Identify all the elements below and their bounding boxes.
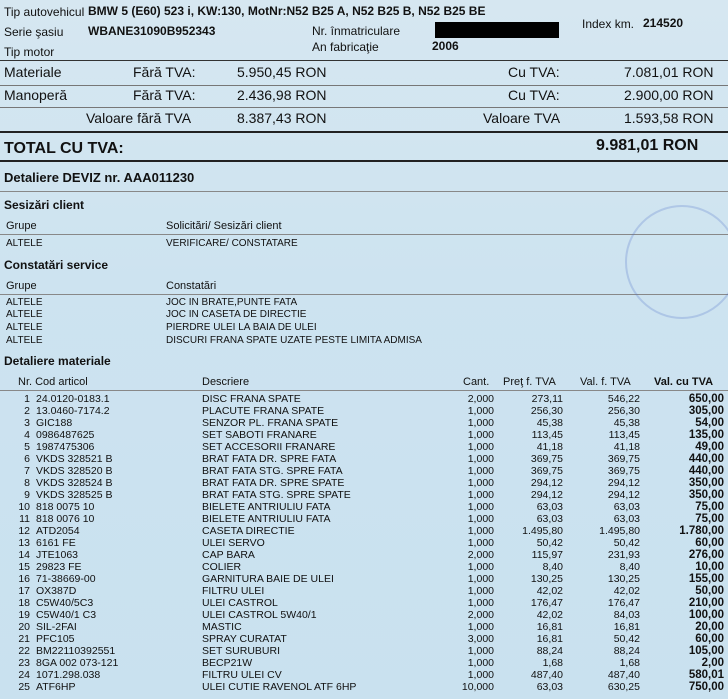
table-row [0,681,728,693]
table-row [0,525,728,537]
divider [0,60,728,61]
redacted-plate [435,22,559,38]
constatari-header [0,280,728,294]
cell-desc: SPRAY CURATAT [202,633,287,645]
cell-nr: 22 [18,645,30,657]
cell-nr: 9 [24,489,30,501]
materiale-row [0,64,728,84]
stamp-mark [625,205,728,319]
cell-val: 256,30 [607,405,640,417]
cell-nr: 23 [18,657,30,669]
cell-nr: 17 [18,585,30,597]
table-row [0,405,728,417]
cell-cant: 1,000 [467,477,494,489]
cell-pret: 113,45 [531,429,563,441]
serie-sasiu-value: WBANE31090B952343 [88,24,216,38]
cell-val: 231,93 [607,549,640,561]
sesizari-header [0,220,728,234]
cell-cant: 1,000 [467,465,494,477]
cell-pret: 130,25 [530,573,563,585]
cell-cod: 8GA 002 073-121 [36,657,119,669]
cell-desc: BRAT FATA DR. SPRE FATA [202,453,337,465]
cell-valtva: 155,00 [688,573,724,585]
cell-pret: 8,40 [542,561,563,573]
cell-cant: 1,000 [467,621,494,633]
divider [0,85,728,86]
cell-cod: VKDS 328524 B [36,477,113,489]
cell-cant: 1,000 [467,645,494,657]
fara-tva-label: Fără TVA: [133,87,196,103]
cell-pret: 1,68 [542,657,563,669]
cell-cant: 3,000 [467,633,494,645]
cell-pret: 16,81 [536,633,563,645]
cu-tva-label: Cu TVA: [508,87,560,103]
sesizari-title: Sesizări client [4,198,85,212]
cell-desc: ULEI CASTROL 5W40/1 [202,609,317,621]
cell-cod: ATD2054 [36,525,80,537]
cell-desc: BIELETE ANTRIULIU FATA [202,501,331,513]
valoare-row [0,110,728,130]
cell-val: 546,22 [607,393,640,405]
constatari-text: JOC IN BRATE,PUNTE FATA [166,297,298,308]
constatari-row [0,297,728,309]
cell-cod: VKDS 328525 B [36,489,113,501]
cell-val: 16,81 [613,621,640,633]
cell-pret: 42,02 [536,609,563,621]
cell-desc: FILTRU ULEI [202,585,265,597]
cell-cant: 1,000 [467,501,494,513]
cell-desc: BRAT FATA STG. SPRE FATA [202,465,343,477]
cell-cant: 1,000 [467,561,494,573]
cell-valtva: 60,00 [695,633,724,645]
cell-valtva: 135,00 [688,429,724,441]
cell-val: 45,38 [613,417,640,429]
cell-nr: 1 [24,393,30,405]
cell-cod: 71-38669-00 [36,573,96,585]
cell-desc: BRAT FATA DR. SPRE SPATE [202,477,345,489]
cell-nr: 25 [18,681,30,693]
cell-valtva: 100,00 [688,609,724,621]
cell-val: 63,03 [613,501,640,513]
cell-pret: 176,47 [530,597,563,609]
cell-pret: 369,75 [530,453,563,465]
cell-nr: 14 [18,549,30,561]
cell-valtva: 2,00 [701,657,724,669]
manopera-label: Manoperă [4,87,68,103]
cell-cod: 818 0075 10 [36,501,95,513]
materiale-label: Materiale [4,64,62,80]
table-row [0,645,728,657]
constatari-grupa: ALTELE [6,335,43,346]
cell-cant: 2,000 [467,609,494,621]
cell-valtva: 60,00 [695,537,724,549]
cell-pret: 63,03 [536,681,563,693]
cell-nr: 20 [18,621,30,633]
cell-cant: 1,000 [467,489,494,501]
cell-desc: FILTRU ULEI CV [202,669,282,681]
cell-valtva: 350,00 [688,489,724,501]
cu-tva-label: Cu TVA: [508,64,560,80]
cell-valtva: 650,00 [688,393,724,405]
table-row [0,621,728,633]
cell-desc: SENZOR PL. FRANA SPATE [202,417,339,429]
cell-pret: 273,11 [531,393,563,405]
fara-tva-label: Fără TVA: [133,64,196,80]
cell-cod: 818 0076 10 [36,513,95,525]
table-row [0,477,728,489]
cell-pret: 63,03 [536,501,563,513]
cell-cod: C5W40/1 C3 [36,609,97,621]
cell-val: 1.495,80 [599,525,640,537]
cell-cant: 1,000 [467,669,494,681]
divider [0,294,728,295]
constatari-grupa: ALTELE [6,309,43,320]
table-row [0,633,728,645]
cell-desc: BIELETE ANTRIULIU FATA [202,513,331,525]
cell-nr: 7 [24,465,30,477]
table-row [0,513,728,525]
vehicle-header [0,0,728,60]
cell-desc: GARNITURA BAIE DE ULEI [202,573,334,585]
valoare-tva-label: Valoare TVA [483,110,561,126]
cell-cant: 1,000 [467,429,494,441]
manopera-fara-tva: 2.436,98 RON [237,87,327,103]
cell-desc: ULEI CUTIE RAVENOL ATF 6HP [202,681,357,693]
cell-nr: 5 [24,441,30,453]
cell-pret: 88,24 [536,645,563,657]
constatari-grupa: ALTELE [6,322,43,333]
col-val-tva: Val. cu TVA [654,376,714,388]
cell-val: 42,02 [613,585,640,597]
table-row [0,561,728,573]
cell-desc: BRAT FATA STG. SPRE SPATE [202,489,351,501]
cell-nr: 19 [18,609,30,621]
constatari-row [0,335,728,347]
cell-desc: SET SURUBURI [202,645,280,657]
divider [0,160,728,162]
cell-val: 113,45 [608,429,640,441]
cell-desc: PLACUTE FRANA SPATE [202,405,325,417]
cell-valtva: 10,00 [695,561,724,573]
materiale-title: Detaliere materiale [4,354,111,368]
cell-cod: VKDS 328520 B [36,465,113,477]
cell-val: 369,75 [607,465,640,477]
table-row [0,669,728,681]
cell-val: 487,40 [607,669,640,681]
cell-valtva: 305,00 [688,405,724,417]
cell-val: 41,18 [613,441,640,453]
cell-pret: 63,03 [536,513,563,525]
table-row [0,537,728,549]
materiale-fara-tva: 5.950,45 RON [237,64,327,80]
cell-pret: 256,30 [530,405,563,417]
table-row [0,489,728,501]
cell-nr: 11 [19,513,30,525]
cell-valtva: 105,00 [688,645,724,657]
cell-valtva: 210,00 [688,597,724,609]
cell-val: 130,25 [607,573,640,585]
constatari-row [0,309,728,321]
table-row [0,441,728,453]
table-row [0,453,728,465]
materiale-header [0,376,728,390]
cell-val: 50,42 [613,633,640,645]
cell-cod: 0986487625 [36,429,95,441]
cell-desc: ULEI CASTROL [202,597,278,609]
cell-valtva: 440,00 [688,453,724,465]
materiale-cu-tva: 7.081,01 RON [624,64,714,80]
divider [0,234,728,235]
cell-cant: 1,000 [467,597,494,609]
cell-val: 50,42 [613,537,640,549]
cell-nr: 6 [24,453,30,465]
cell-val: 294,12 [607,477,640,489]
cell-nr: 15 [18,561,30,573]
cell-pret: 294,12 [530,489,563,501]
cell-desc: DISC FRANA SPATE [202,393,301,405]
cell-cant: 1,000 [467,441,494,453]
cell-pret: 487,40 [530,669,563,681]
table-row [0,597,728,609]
cell-cant: 1,000 [467,657,494,669]
cell-cant: 1,000 [467,573,494,585]
cell-cod: ATF6HP [36,681,76,693]
cell-valtva: 75,00 [695,513,724,525]
cell-cod: 1071.298.038 [36,669,101,681]
cell-cod: 24.0120-0183.1 [36,393,110,405]
serie-sasiu-label: Serie şasiu [4,25,64,39]
cell-pret: 50,42 [536,537,563,549]
cell-pret: 41,18 [536,441,563,453]
total-label: TOTAL CU TVA: [4,140,124,157]
cell-val: 369,75 [607,453,640,465]
cell-val: 630,25 [607,681,640,693]
an-fabricatie-value: 2006 [432,39,459,53]
cell-nr: 8 [24,477,30,489]
cell-cant: 1,000 [467,417,494,429]
constatari-text: DISCURI FRANA SPATE UZATE PESTE LIMITA ADMISA [166,335,422,346]
cell-desc: CASETA DIRECTIE [202,525,295,537]
cell-nr: 18 [18,597,30,609]
cell-nr: 2 [24,405,30,417]
cell-cant: 1,000 [467,513,494,525]
cell-valtva: 49,00 [695,441,724,453]
valoare-fara-tva: 8.387,43 RON [237,110,327,126]
cell-valtva: 350,00 [688,477,724,489]
cell-cant: 1,000 [467,525,494,537]
cell-valtva: 20,00 [695,621,724,633]
cell-cod: PFC105 [36,633,75,645]
divider [0,390,728,391]
cell-val: 294,12 [607,489,640,501]
cell-pret: 45,38 [536,417,563,429]
cell-nr: 21 [18,633,30,645]
cell-cod: BM22110392551 [36,645,116,657]
cell-cod: OX387D [36,585,77,597]
cell-pret: 369,75 [530,465,563,477]
nr-inmatriculare-label: Nr. înmatriculare [312,24,401,38]
constatari-row [0,322,728,334]
cell-valtva: 75,00 [695,501,724,513]
table-row [0,609,728,621]
table-row [0,501,728,513]
col-nr-cod: Nr. Cod articol [18,376,88,388]
cell-cant: 2,000 [467,393,494,405]
col-constatari: Constatări [166,280,217,292]
cell-cod: SIL-2FAI [36,621,77,633]
constatari-text: PIERDRE ULEI LA BAIA DE ULEI [166,322,317,333]
manopera-cu-tva: 2.900,00 RON [624,87,714,103]
cell-nr: 3 [24,417,30,429]
cell-cod: 1987475306 [36,441,95,453]
tip-autovehicul-label: Tip autovehicul [4,5,85,19]
cell-cod: 13.0460-7174.2 [36,405,110,417]
cell-val: 88,24 [613,645,640,657]
cell-valtva: 1.780,00 [679,525,724,537]
total-row [0,137,728,159]
cell-cod: JTE1063 [36,549,79,561]
cell-pret: 294,12 [530,477,563,489]
table-row [0,429,728,441]
cell-desc: ULEI SERVO [202,537,265,549]
cell-cod: 29823 FE [36,561,82,573]
valoare-tva: 1.593,58 RON [624,110,714,126]
cell-cant: 1,000 [467,405,494,417]
cell-val: 8,40 [619,561,640,573]
cell-desc: MASTIC [202,621,242,633]
cell-valtva: 750,00 [688,681,724,693]
cell-desc: CAP BARA [202,549,255,561]
tip-motor-label: Tip motor [4,45,55,59]
divider [0,191,728,192]
cell-cod: VKDS 328521 B [36,453,113,465]
cell-pret: 42,02 [536,585,563,597]
cell-cant: 1,000 [467,453,494,465]
cell-cant: 1,000 [467,537,494,549]
cell-cod: 6161 FE [36,537,76,549]
total-value: 9.981,01 RON [596,137,699,154]
cell-cant: 2,000 [467,549,494,561]
cell-nr: 12 [18,525,30,537]
constatari-title: Constatări service [4,258,109,272]
col-val: Val. f. TVA [580,376,631,388]
cell-nr: 10 [18,501,30,513]
cell-desc: COLIER [202,561,242,573]
cell-pret: 115,97 [531,549,563,561]
table-row [0,465,728,477]
sesizari-text: VERIFICARE/ CONSTATARE [166,238,298,249]
cell-desc: SET SABOTI FRANARE [202,429,317,441]
table-row [0,393,728,405]
cell-cant: 10,000 [461,681,494,693]
sesizari-row [0,238,728,251]
cell-val: 1,68 [619,657,640,669]
index-km-label: Index km. [582,17,635,31]
index-km-value: 214520 [643,16,684,30]
deviz-title: Detaliere DEVIZ nr. AAA011230 [4,170,195,185]
tip-autovehicul-value: BMW 5 (E60) 523 i, KW:130, MotNr:N52 B25 A, N52 B25 B, N52 B25 BE [88,4,486,18]
an-fabricatie-label: An fabricaţie [312,40,379,54]
cell-nr: 4 [24,429,30,441]
cell-valtva: 440,00 [688,465,724,477]
cell-nr: 16 [18,573,30,585]
valoare-fara-tva-label: Valoare fără TVA [86,110,192,126]
divider [0,107,728,108]
sesizari-grupa: ALTELE [6,238,43,249]
cell-valtva: 276,00 [688,549,724,561]
constatari-text: JOC IN CASETA DE DIRECTIE [166,309,307,320]
cell-val: 84,03 [613,609,640,621]
col-pret: Preţ f. TVA [503,376,556,388]
cell-cod: GIC188 [36,417,73,429]
col-grupe: Grupe [6,280,37,292]
cell-val: 63,03 [613,513,640,525]
cell-nr: 13 [18,537,30,549]
cell-cod: C5W40/5C3 [36,597,94,609]
manopera-row [0,87,728,107]
cell-desc: SET ACCESORII FRANARE [202,441,336,453]
table-row [0,417,728,429]
table-row [0,585,728,597]
cell-pret: 1.495,80 [522,525,563,537]
cell-valtva: 50,00 [695,585,724,597]
cell-pret: 16,81 [536,621,563,633]
cell-nr: 24 [18,669,30,681]
col-cant: Cant. [463,376,490,388]
table-row [0,573,728,585]
col-solicitari: Solicitări/ Sesizări client [166,220,282,232]
divider [0,131,728,133]
cell-val: 176,47 [607,597,640,609]
cell-valtva: 54,00 [695,417,724,429]
cell-cant: 1,000 [467,585,494,597]
constatari-grupa: ALTELE [6,297,43,308]
table-row [0,549,728,561]
col-descriere: Descriere [202,376,250,388]
cell-desc: BECP21W [202,657,253,669]
cell-valtva: 580,01 [688,669,724,681]
table-row [0,657,728,669]
col-grupe: Grupe [6,220,37,232]
